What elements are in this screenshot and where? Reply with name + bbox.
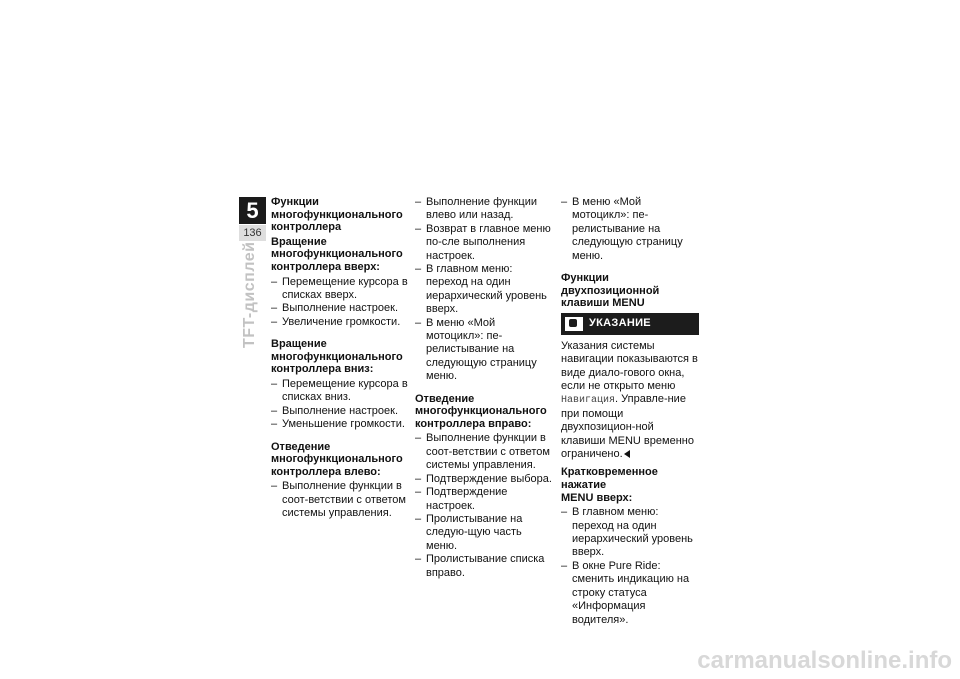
list-item: – В главном меню: переход на один иерархический уровень вверх. — [415, 263, 553, 317]
list-short-press-up — [561, 506, 699, 627]
list-rotate-down — [271, 378, 409, 432]
list-item: – Выполнение настроек. — [271, 405, 409, 418]
list-item: – Выполнение функции влево или назад. — [415, 196, 553, 223]
page-number: 136 — [239, 225, 266, 241]
list-item: – Перемещение курсора в списках вверх. — [271, 276, 409, 303]
chapter-title: TFT-дисплей — [241, 241, 258, 348]
list-item: – Подтверждение настроек. — [415, 486, 553, 513]
list-item: – Пролистывание на следую-щую часть меню. — [415, 513, 553, 553]
column-1 — [271, 196, 409, 521]
note-label: УКАЗАНИЕ — [589, 317, 651, 330]
list-item: – Подтверждение выбора. — [415, 473, 553, 486]
list-item: – Выполнение функции в соот-ветствии с ответом системы управления. — [271, 480, 409, 520]
list-push-left-continued — [415, 196, 553, 384]
column-2 — [415, 196, 553, 580]
list-item: – Увеличение громкости. — [271, 316, 409, 329]
menu-name-navigation: Навигация — [561, 395, 616, 407]
list-item: – Пролистывание списка вправо. — [415, 553, 553, 580]
list-item: – Возврат в главное меню по-сле выполнения настроек. — [415, 223, 553, 263]
list-item: – В меню «Мой мотоцикл»: пе-релистывание на следующую страницу меню. — [415, 317, 553, 384]
watermark: carmanualsonline.info — [697, 647, 952, 674]
list-rotate-up — [271, 276, 409, 330]
heading-functions: Функции многофункционального контроллера — [271, 196, 403, 234]
list-item: – Уменьшение громкости. — [271, 418, 409, 431]
heading-rotate-down: Вращение многофункционального контроллера вниз: — [271, 338, 403, 376]
list-push-right — [415, 432, 553, 579]
list-item: – В меню «Мой мотоцикл»: пе-релистывание на следующую страницу меню. — [561, 196, 699, 263]
list-item: – В окне Pure Ride: сменить индикацию на строку статуса «Информация водителя». — [561, 560, 699, 627]
note-text: Указания системы навигации показываются в виде диало-гового окна, если не открыто меню Навигация. Управле-ние при помощи двухпозицион-ной клавиши MENU временно ограничено. — [561, 339, 698, 461]
heading-push-left: Отведение многофункционального контроллера влево: — [271, 440, 403, 478]
heading-push-right: Отведение многофункционального контроллера вправо: — [415, 392, 547, 430]
list-item: – В главном меню: переход на один иерархический уровень вверх. — [561, 506, 699, 560]
chapter-tab — [239, 197, 266, 241]
chapter-number: 5 — [239, 197, 266, 224]
note-hand-icon — [565, 317, 583, 331]
heading-menu-key: Функции двухпозиционной клавиши MENU — [561, 272, 660, 310]
heading-rotate-up: Вращение многофункционального контроллера вверх: — [271, 235, 403, 273]
list-item: – Выполнение функции в соот-ветствии с ответом системы управления. — [415, 432, 553, 472]
list-item: – Перемещение курсора в списках вниз. — [271, 378, 409, 405]
list-continued — [561, 196, 699, 263]
column-3 — [561, 196, 699, 627]
end-mark-icon — [624, 450, 630, 458]
note-banner — [561, 313, 699, 335]
heading-short-press-up: Кратковременное нажатие MENU вверх: — [561, 466, 658, 504]
list-push-left — [271, 480, 409, 520]
list-item: – Выполнение настроек. — [271, 302, 409, 315]
